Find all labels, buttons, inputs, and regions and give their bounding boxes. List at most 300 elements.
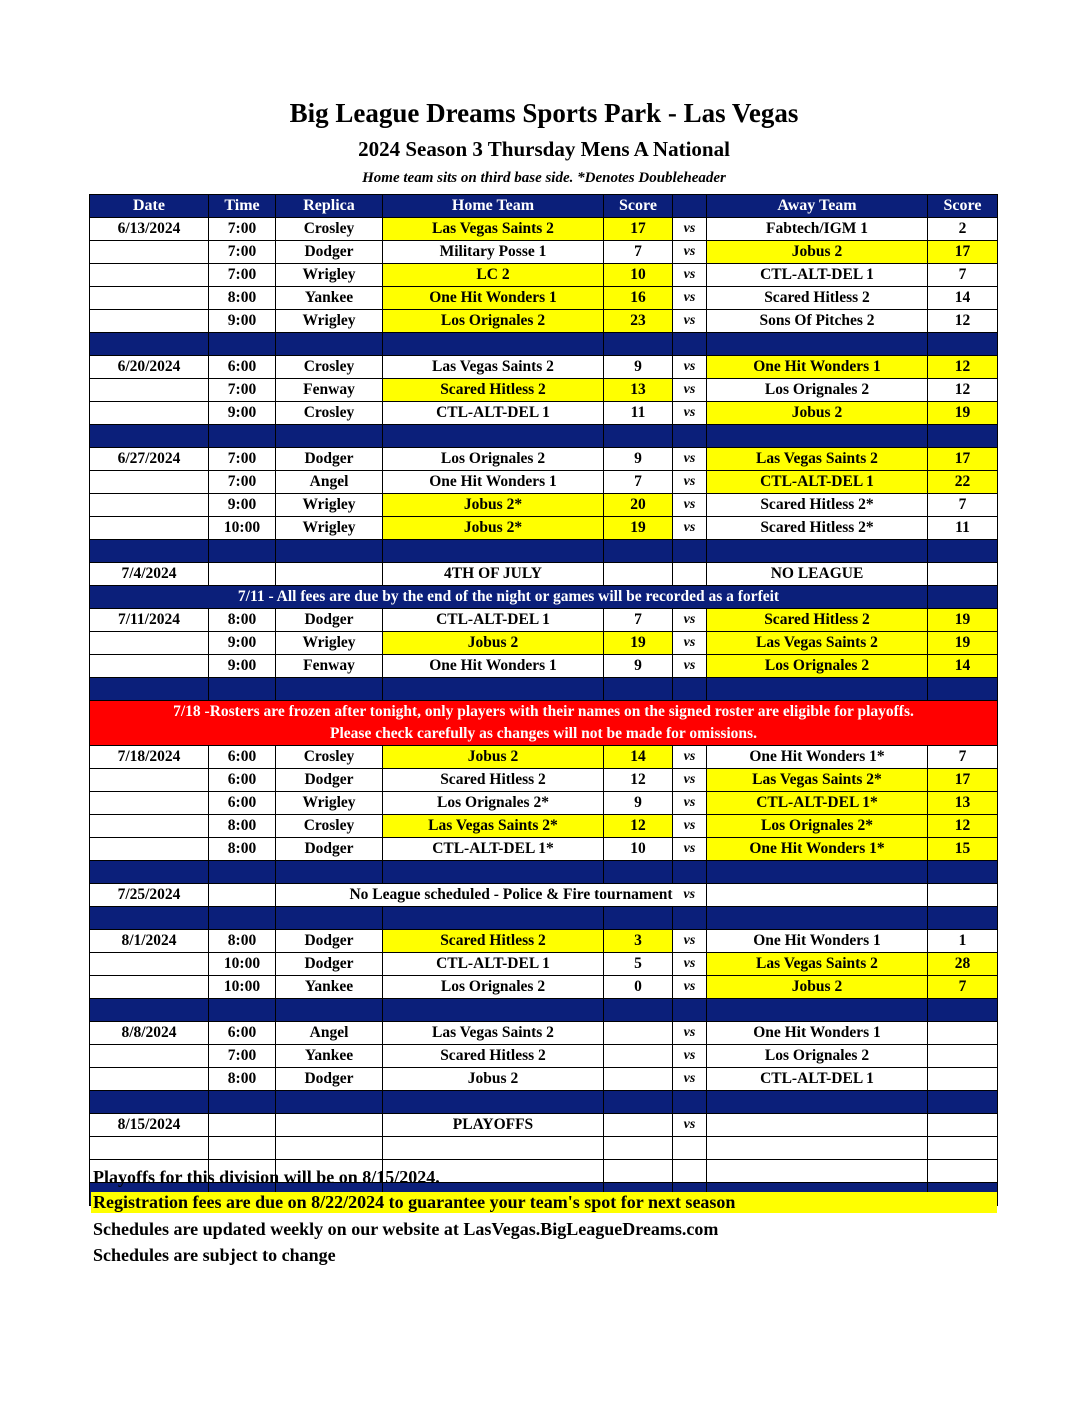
time-cell: 8:00: [209, 838, 276, 861]
date-cell: [90, 241, 209, 264]
away-score-cell: 12: [928, 356, 998, 379]
vs-cell: vs: [673, 838, 707, 861]
away-score-cell: 28: [928, 953, 998, 976]
schedule-body: [90, 218, 998, 1206]
empty-cell: [707, 1160, 928, 1183]
roster-alert-line-2: Please check carefully as changes will not be made for omissions.: [330, 725, 757, 742]
vs-cell: vs: [673, 402, 707, 425]
separator-cell: [90, 333, 209, 356]
vs-cell: vs: [673, 976, 707, 999]
empty-cell: [604, 1137, 673, 1160]
separator-cell: [90, 1091, 209, 1114]
time-cell: 6:00: [209, 746, 276, 769]
time-cell: 8:00: [209, 930, 276, 953]
table-row: [90, 356, 998, 379]
field-cell: Yankee: [276, 1045, 383, 1068]
table-row: [90, 838, 998, 861]
time-cell: 8:00: [209, 1068, 276, 1091]
field-cell: Wrigley: [276, 264, 383, 287]
col-header-vs: [673, 195, 707, 218]
vs-cell: vs: [673, 609, 707, 632]
vs-cell: vs: [673, 655, 707, 678]
home-score-cell: 19: [604, 632, 673, 655]
separator-cell: [383, 540, 604, 563]
away-score-cell: 14: [928, 655, 998, 678]
vs-cell: vs: [673, 1068, 707, 1091]
home-score-cell: 14: [604, 746, 673, 769]
separator-cell: [928, 333, 998, 356]
home-team-cell: Las Vegas Saints 2*: [383, 815, 604, 838]
separator-cell: [604, 861, 673, 884]
field-cell: [276, 563, 383, 586]
vs-cell: [673, 563, 707, 586]
away-score-cell: 7: [928, 976, 998, 999]
separator-cell: [604, 907, 673, 930]
home-team-cell: CTL-ALT-DEL 1: [383, 402, 604, 425]
separator-cell: [928, 540, 998, 563]
notice-cell: No League scheduled - Police & Fire tournament: [276, 884, 673, 907]
vs-cell: vs: [673, 448, 707, 471]
away-score-cell: [928, 884, 998, 907]
separator-cell: [928, 861, 998, 884]
home-score-cell: 7: [604, 241, 673, 264]
col-header-time: Time: [209, 195, 276, 218]
vs-cell: vs: [673, 1114, 707, 1137]
table-row: [90, 655, 998, 678]
date-cell: [90, 1045, 209, 1068]
away-team-cell: Scared Hitless 2: [707, 287, 928, 310]
time-cell: 7:00: [209, 264, 276, 287]
home-team-cell: Scared Hitless 2: [383, 1045, 604, 1068]
date-cell: [90, 494, 209, 517]
vs-cell: vs: [673, 815, 707, 838]
separator-cell: [276, 907, 383, 930]
page-subtitle: 2024 Season 3 Thursday Mens A National: [358, 137, 730, 161]
table-row: [90, 1068, 998, 1091]
time-cell: 10:00: [209, 976, 276, 999]
date-cell: 7/11/2024: [90, 609, 209, 632]
separator-row: [90, 540, 998, 563]
home-score-cell: 11: [604, 402, 673, 425]
home-team-cell: Los Orignales 2: [383, 448, 604, 471]
away-score-cell: 17: [928, 448, 998, 471]
field-cell: [276, 1114, 383, 1137]
home-score-cell: 10: [604, 838, 673, 861]
separator-cell: [928, 678, 998, 701]
separator-cell: [276, 540, 383, 563]
time-cell: 6:00: [209, 1022, 276, 1045]
away-team-cell: Los Orignales 2: [707, 1045, 928, 1068]
away-score-cell: [928, 1022, 998, 1045]
date-cell: 6/20/2024: [90, 356, 209, 379]
field-cell: Dodger: [276, 838, 383, 861]
table-row: [90, 769, 998, 792]
separator-cell: [276, 425, 383, 448]
footer-playoffs-note: Playoffs for this division will be on 8/15/2024.: [93, 1167, 440, 1187]
home-team-cell: CTL-ALT-DEL 1: [383, 609, 604, 632]
col-header-home-score: Score: [604, 195, 673, 218]
empty-cell: [673, 1137, 707, 1160]
separator-cell: [673, 999, 707, 1022]
table-row: [90, 494, 998, 517]
page-note: Home team sits on third base side. *Denotes Doubleheader: [362, 170, 726, 186]
home-team-cell: Los Orignales 2: [383, 976, 604, 999]
vs-cell: vs: [673, 746, 707, 769]
field-cell: Angel: [276, 471, 383, 494]
field-cell: Wrigley: [276, 310, 383, 333]
separator-row: [90, 425, 998, 448]
separator-cell: [928, 999, 998, 1022]
date-cell: [90, 287, 209, 310]
table-row: [90, 884, 998, 907]
vs-cell: vs: [673, 792, 707, 815]
col-header-date: Date: [90, 195, 209, 218]
home-score-cell: [604, 1045, 673, 1068]
table-row: [90, 218, 998, 241]
vs-cell: vs: [673, 287, 707, 310]
table-row: [90, 609, 998, 632]
away-team-cell: CTL-ALT-DEL 1: [707, 1068, 928, 1091]
vs-cell: vs: [673, 1022, 707, 1045]
roster-alert: [90, 701, 998, 746]
separator-row: [90, 999, 998, 1022]
time-cell: 10:00: [209, 953, 276, 976]
date-cell: [90, 517, 209, 540]
away-team-cell: Sons Of Pitches 2: [707, 310, 928, 333]
away-team-cell: Scared Hitless 2: [707, 609, 928, 632]
home-score-cell: 7: [604, 471, 673, 494]
time-cell: [209, 563, 276, 586]
notice-banner: 7/11 - All fees are due by the end of the night or games will be recorded as a forfeit: [90, 586, 928, 609]
away-team-cell: One Hit Wonders 1: [707, 1022, 928, 1045]
table-row: [90, 310, 998, 333]
away-team-cell: Scared Hitless 2*: [707, 517, 928, 540]
home-score-cell: 13: [604, 379, 673, 402]
field-cell: Crosley: [276, 218, 383, 241]
date-cell: [90, 632, 209, 655]
field-cell: Dodger: [276, 1068, 383, 1091]
col-header-away-score: Score: [928, 195, 998, 218]
vs-cell: vs: [673, 632, 707, 655]
time-cell: 6:00: [209, 769, 276, 792]
footer-change-note: Schedules are subject to change: [93, 1245, 336, 1265]
home-team-cell: Jobus 2: [383, 746, 604, 769]
away-team-cell: One Hit Wonders 1: [707, 356, 928, 379]
vs-cell: vs: [673, 241, 707, 264]
home-score-cell: 9: [604, 448, 673, 471]
empty-cell: [673, 1160, 707, 1183]
home-team-cell: LC 2: [383, 264, 604, 287]
home-team-cell: Las Vegas Saints 2: [383, 1022, 604, 1045]
time-cell: [209, 1114, 276, 1137]
date-cell: 7/25/2024: [90, 884, 209, 907]
away-team-cell: Las Vegas Saints 2: [707, 632, 928, 655]
field-cell: Dodger: [276, 953, 383, 976]
empty-cell: [383, 1137, 604, 1160]
away-team-cell: [707, 884, 928, 907]
field-cell: Dodger: [276, 241, 383, 264]
notice-banner-end: [928, 586, 998, 609]
field-cell: Crosley: [276, 356, 383, 379]
home-score-cell: [604, 1068, 673, 1091]
away-team-cell: [707, 1114, 928, 1137]
empty-cell: [707, 1137, 928, 1160]
away-team-cell: Fabtech/IGM 1: [707, 218, 928, 241]
away-team-cell: One Hit Wonders 1: [707, 930, 928, 953]
separator-cell: [209, 333, 276, 356]
notice-row: [90, 586, 998, 609]
away-score-cell: 7: [928, 494, 998, 517]
field-cell: Dodger: [276, 448, 383, 471]
away-score-cell: 13: [928, 792, 998, 815]
away-score-cell: 12: [928, 815, 998, 838]
separator-cell: [276, 333, 383, 356]
separator-row: [90, 861, 998, 884]
home-team-cell: Las Vegas Saints 2: [383, 356, 604, 379]
separator-cell: [209, 540, 276, 563]
home-team-cell: One Hit Wonders 1: [383, 471, 604, 494]
footer-website-note: Schedules are updated weekly on our website at LasVegas.BigLeagueDreams.com: [93, 1219, 719, 1239]
table-row: [90, 379, 998, 402]
table-row: [90, 930, 998, 953]
separator-cell: [209, 425, 276, 448]
separator-row: [90, 1091, 998, 1114]
field-cell: Wrigley: [276, 517, 383, 540]
field-cell: Fenway: [276, 655, 383, 678]
home-team-cell: Las Vegas Saints 2: [383, 218, 604, 241]
home-team-cell: Los Orignales 2*: [383, 792, 604, 815]
date-cell: [90, 264, 209, 287]
away-score-cell: 11: [928, 517, 998, 540]
time-cell: 8:00: [209, 815, 276, 838]
away-team-cell: Las Vegas Saints 2: [707, 953, 928, 976]
vs-cell: vs: [673, 517, 707, 540]
separator-cell: [276, 1091, 383, 1114]
away-score-cell: 17: [928, 769, 998, 792]
field-cell: Wrigley: [276, 792, 383, 815]
away-score-cell: 15: [928, 838, 998, 861]
away-score-cell: 12: [928, 379, 998, 402]
date-cell: 8/1/2024: [90, 930, 209, 953]
empty-cell: [209, 1137, 276, 1160]
table-row: [90, 976, 998, 999]
home-score-cell: 12: [604, 815, 673, 838]
separator-cell: [673, 333, 707, 356]
table-row: [90, 563, 998, 586]
separator-cell: [928, 907, 998, 930]
away-score-cell: [928, 1068, 998, 1091]
table-row: [90, 402, 998, 425]
separator-cell: [673, 907, 707, 930]
separator-cell: [604, 540, 673, 563]
table-row: [90, 241, 998, 264]
table-header-row: [90, 195, 998, 218]
separator-cell: [383, 678, 604, 701]
separator-row: [90, 678, 998, 701]
separator-cell: [604, 678, 673, 701]
table-row: [90, 632, 998, 655]
away-score-cell: 12: [928, 310, 998, 333]
separator-cell: [707, 1091, 928, 1114]
date-cell: [90, 815, 209, 838]
away-team-cell: Jobus 2: [707, 402, 928, 425]
separator-cell: [604, 1091, 673, 1114]
empty-cell: [928, 1160, 998, 1183]
away-team-cell: Los Orignales 2: [707, 655, 928, 678]
home-team-cell: Scared Hitless 2: [383, 769, 604, 792]
separator-cell: [383, 1091, 604, 1114]
home-score-cell: [604, 563, 673, 586]
separator-cell: [604, 333, 673, 356]
home-team-cell: Scared Hitless 2: [383, 379, 604, 402]
separator-cell: [209, 1091, 276, 1114]
time-cell: 7:00: [209, 379, 276, 402]
table-row: [90, 1045, 998, 1068]
date-cell: [90, 655, 209, 678]
empty-cell: [604, 1160, 673, 1183]
separator-cell: [209, 999, 276, 1022]
home-score-cell: 9: [604, 655, 673, 678]
separator-cell: [90, 540, 209, 563]
time-cell: 9:00: [209, 402, 276, 425]
time-cell: 6:00: [209, 356, 276, 379]
time-cell: 7:00: [209, 1045, 276, 1068]
separator-cell: [707, 999, 928, 1022]
time-cell: 7:00: [209, 218, 276, 241]
date-cell: [90, 471, 209, 494]
field-cell: Dodger: [276, 609, 383, 632]
home-team-cell: Jobus 2: [383, 632, 604, 655]
home-score-cell: [604, 1114, 673, 1137]
away-team-cell: Los Orignales 2: [707, 379, 928, 402]
away-team-cell: One Hit Wonders 1*: [707, 746, 928, 769]
empty-cell: [90, 1137, 209, 1160]
separator-cell: [707, 907, 928, 930]
date-cell: [90, 379, 209, 402]
separator-cell: [209, 678, 276, 701]
home-score-cell: 5: [604, 953, 673, 976]
table-row: [90, 815, 998, 838]
home-team-cell: Los Orignales 2: [383, 310, 604, 333]
home-team-cell: One Hit Wonders 1: [383, 655, 604, 678]
separator-cell: [673, 1091, 707, 1114]
home-team-cell: Military Posse 1: [383, 241, 604, 264]
vs-cell: vs: [673, 310, 707, 333]
time-cell: 8:00: [209, 609, 276, 632]
date-cell: [90, 402, 209, 425]
vs-cell: vs: [673, 218, 707, 241]
separator-cell: [276, 999, 383, 1022]
vs-cell: vs: [673, 769, 707, 792]
away-score-cell: 19: [928, 632, 998, 655]
separator-cell: [673, 425, 707, 448]
table-row: [90, 448, 998, 471]
home-team-cell: PLAYOFFS: [383, 1114, 604, 1137]
field-cell: Crosley: [276, 815, 383, 838]
separator-cell: [604, 999, 673, 1022]
table-row: [90, 264, 998, 287]
separator-cell: [673, 861, 707, 884]
home-score-cell: 16: [604, 287, 673, 310]
away-score-cell: 22: [928, 471, 998, 494]
vs-cell: vs: [673, 953, 707, 976]
separator-cell: [707, 678, 928, 701]
date-cell: 7/4/2024: [90, 563, 209, 586]
separator-cell: [209, 907, 276, 930]
table-row: [90, 792, 998, 815]
separator-cell: [928, 1091, 998, 1114]
field-cell: Crosley: [276, 402, 383, 425]
away-score-cell: 19: [928, 402, 998, 425]
home-score-cell: 0: [604, 976, 673, 999]
away-score-cell: [928, 1114, 998, 1137]
time-cell: 10:00: [209, 517, 276, 540]
date-cell: 6/13/2024: [90, 218, 209, 241]
schedule-table: [89, 194, 998, 1206]
away-score-cell: 19: [928, 609, 998, 632]
home-team-cell: Scared Hitless 2: [383, 930, 604, 953]
page-title: Big League Dreams Sports Park - Las Vegas: [289, 98, 799, 128]
time-cell: 9:00: [209, 494, 276, 517]
field-cell: Wrigley: [276, 494, 383, 517]
separator-cell: [383, 861, 604, 884]
field-cell: Crosley: [276, 746, 383, 769]
vs-cell: vs: [673, 884, 707, 907]
time-cell: 7:00: [209, 241, 276, 264]
separator-cell: [90, 907, 209, 930]
time-cell: 8:00: [209, 287, 276, 310]
time-cell: 9:00: [209, 655, 276, 678]
field-cell: Dodger: [276, 769, 383, 792]
separator-cell: [90, 678, 209, 701]
table-row: [90, 471, 998, 494]
separator-cell: [673, 540, 707, 563]
home-score-cell: 23: [604, 310, 673, 333]
home-team-cell: 4TH OF JULY: [383, 563, 604, 586]
footer-registration-note: Registration fees are due on 8/22/2024 to guarantee your team's spot for next season: [91, 1192, 997, 1213]
col-header-replica: Replica: [276, 195, 383, 218]
home-team-cell: CTL-ALT-DEL 1*: [383, 838, 604, 861]
vs-cell: vs: [673, 471, 707, 494]
separator-cell: [90, 861, 209, 884]
date-cell: 8/8/2024: [90, 1022, 209, 1045]
home-team-cell: Jobus 2*: [383, 517, 604, 540]
home-score-cell: 17: [604, 218, 673, 241]
away-score-cell: [928, 563, 998, 586]
away-team-cell: NO LEAGUE: [707, 563, 928, 586]
home-team-cell: One Hit Wonders 1: [383, 287, 604, 310]
table-row: [90, 517, 998, 540]
table-row: [90, 746, 998, 769]
home-team-cell: Jobus 2: [383, 1068, 604, 1091]
date-cell: 6/27/2024: [90, 448, 209, 471]
home-score-cell: [604, 1022, 673, 1045]
time-cell: 6:00: [209, 792, 276, 815]
away-team-cell: CTL-ALT-DEL 1: [707, 471, 928, 494]
away-team-cell: Las Vegas Saints 2: [707, 448, 928, 471]
separator-cell: [209, 861, 276, 884]
separator-cell: [707, 540, 928, 563]
date-cell: [90, 310, 209, 333]
field-cell: Fenway: [276, 379, 383, 402]
date-cell: [90, 838, 209, 861]
roster-alert-line-1: 7/18 -Rosters are frozen after tonight, only players with their names on the signed roster are eligible for playoffs.: [173, 703, 914, 720]
separator-cell: [276, 861, 383, 884]
date-cell: 7/18/2024: [90, 746, 209, 769]
time-cell: 9:00: [209, 310, 276, 333]
table-row: [90, 1022, 998, 1045]
separator-cell: [383, 425, 604, 448]
